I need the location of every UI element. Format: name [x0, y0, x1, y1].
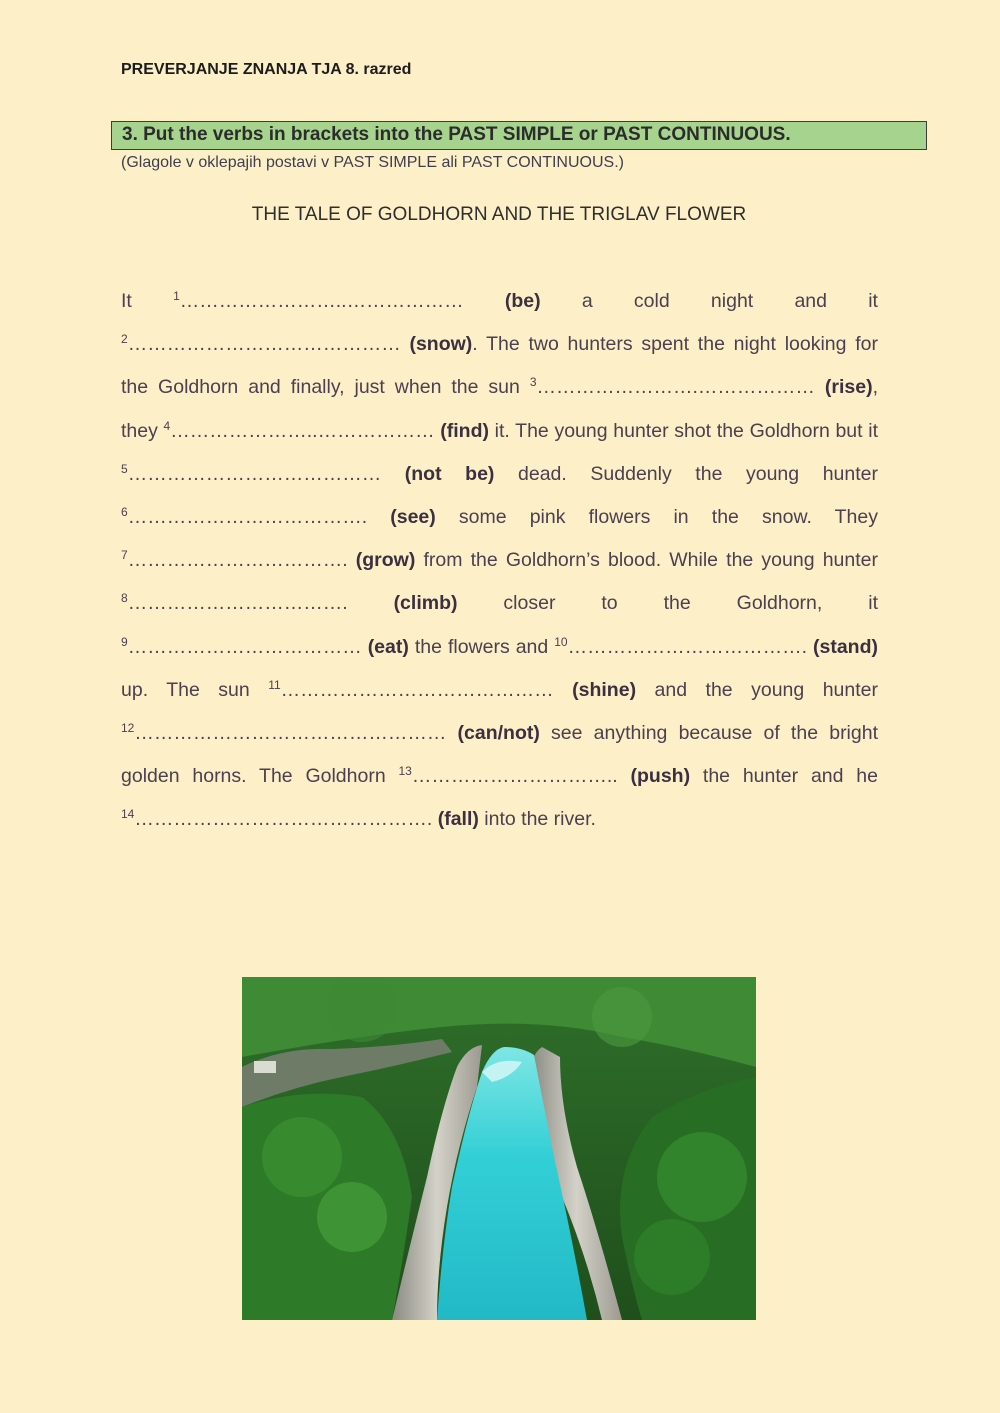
story-segment: it. The young hunter shot the Goldhorn but it [489, 419, 879, 442]
verb-hint: (can/not) [457, 722, 540, 745]
story-segment: see anything because of the bright golden horns. The Goldhorn [121, 722, 879, 788]
gap-number: 7 [121, 548, 128, 563]
gap-8[interactable]: ……………………………. [127, 592, 394, 615]
river-gorge-photo [242, 977, 756, 1320]
verb-hint: (snow) [409, 333, 473, 356]
verb-hint: (fall) [437, 808, 479, 831]
gap-number: 1 [173, 289, 180, 303]
verb-hint: (push) [630, 765, 691, 788]
gap-number: 13 [398, 764, 412, 779]
verb-hint: (grow) [355, 549, 416, 572]
gap-number: 3 [529, 375, 537, 390]
story-segment: a cold night and it [540, 290, 878, 312]
gap-number: 14 [121, 807, 135, 822]
story-segment: . The two hunters spent the night looking for the Goldhorn and finally, just when the sun [121, 333, 879, 399]
verb-hint: (find) [440, 419, 489, 442]
gap-number: 2 [121, 332, 128, 347]
verb-hint: (shine) [572, 678, 637, 701]
story-segment: from the Goldhorn’s blood. While the young hunter [415, 549, 878, 572]
story-segment: into the river. [478, 808, 596, 831]
gap-13[interactable]: ………………………….. [411, 765, 631, 788]
gap-6[interactable]: ………………………………. [127, 506, 391, 529]
story-title: THE TALE OF GOLDHORN AND THE TRIGLAV FLOWER [251, 204, 747, 225]
verb-hint: (stand) [813, 635, 878, 658]
gap-number: 4 [163, 418, 171, 433]
verb-hint: (see) [390, 506, 436, 529]
story-segment: the flowers and [408, 635, 555, 658]
verb-hint: (eat) [367, 635, 409, 658]
verb-hint: (climb) [393, 592, 458, 615]
verb-hint: (be) [504, 290, 541, 312]
gap-14[interactable]: ………………………………………. [134, 808, 438, 831]
gap-11[interactable]: …………………………………… [280, 678, 573, 701]
story-segment: , they [121, 376, 878, 442]
task-translation: (Glagole v oklepajih postavi v PAST SIMPLE ali PAST CONTINUOUS.) [121, 154, 624, 171]
gap-7[interactable]: ……………………………. [127, 549, 356, 572]
page-header: PREVERJANJE ZNANJA TJA 8. razred [121, 61, 412, 78]
gap-1[interactable]: ……………………..……………… [179, 290, 505, 312]
gap-10[interactable]: ………………………………. [567, 635, 813, 658]
verb-hint: (not be) [404, 462, 495, 485]
gap-number: 5 [121, 461, 128, 476]
gap-number: 6 [121, 505, 128, 520]
gap-3[interactable]: …………………….……………… [536, 376, 825, 399]
story-text [121, 280, 878, 842]
story-segment: and the young hunter [636, 678, 878, 701]
story-segment: some pink flowers in the snow. They [435, 506, 878, 529]
river-gorge-illustration [242, 977, 756, 1320]
gap-5[interactable]: ………………………………… [127, 462, 405, 485]
task-instruction: 3. Put the verbs in brackets into the PAST SIMPLE or PAST CONTINUOUS. [122, 124, 791, 145]
verb-hint: (rise) [824, 376, 873, 399]
gap-12[interactable]: ………………………………………… [134, 722, 458, 745]
story-segment: closer to the Goldhorn, it [457, 592, 878, 615]
story-segment: dead. Suddenly the young hunter [494, 462, 879, 485]
gap-number: 8 [121, 591, 128, 606]
gap-number: 11 [268, 677, 281, 692]
task-instruction-box [111, 121, 927, 150]
gap-2[interactable]: …………………………………… [127, 333, 410, 356]
gap-number: 9 [121, 634, 128, 649]
gap-number: 12 [121, 721, 135, 736]
story-segment: up. The sun [121, 678, 269, 701]
story-segment: It [121, 290, 174, 312]
story-segment: the hunter and he [690, 765, 878, 788]
gap-9[interactable]: ……………………………… [127, 635, 368, 658]
gap-number: 10 [554, 634, 568, 649]
gap-4[interactable]: …………………..……………… [170, 419, 441, 442]
